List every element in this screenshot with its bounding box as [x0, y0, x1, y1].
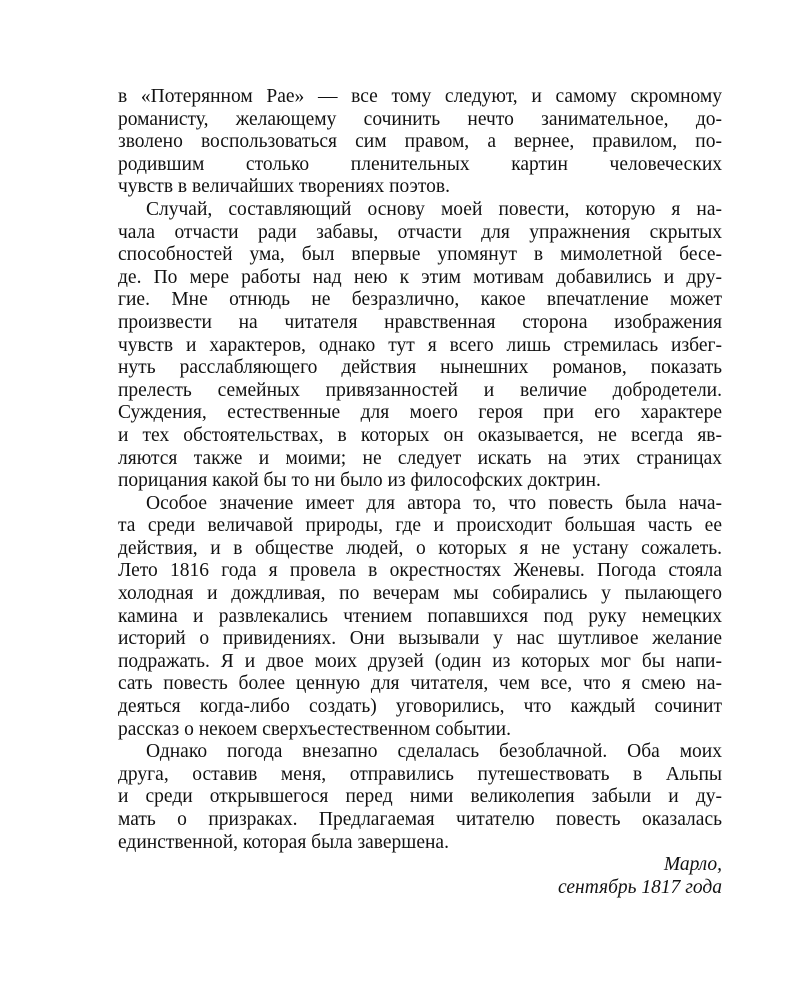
text-line: нуть расслабляющего действия нынешних романов, показать — [118, 357, 722, 379]
text-line: подражать. Я и двое моих друзей (один из которых мог бы напи- — [118, 650, 722, 672]
paragraph-3 — [118, 493, 722, 742]
signature — [118, 854, 722, 899]
text-line: историй о привидениях. Они вызывали у нас шутливое желание — [118, 628, 722, 650]
text-line: и тех обстоятельствах, в которых он оказывается, не всегда яв- — [118, 424, 722, 446]
text-line: порицания какой бы то ни было из философских доктрин. — [118, 470, 601, 492]
text-line: прелесть семейных привязанностей и величие добродетели. — [118, 379, 722, 401]
text-line: мать о призраках. Предлагаемая читателю повесть оказалась — [118, 809, 722, 830]
text-line: чала отчасти ради забавы, отчасти для упражнения скрытых — [118, 221, 722, 243]
text-line: романисту, желающему сочинить нечто занимательное, до- — [118, 108, 722, 130]
text-line: чувств в величайших творениях поэтов. — [118, 176, 450, 198]
paragraph-1 — [118, 86, 722, 199]
text-line: произвести на читателя нравственная сторона изображения — [118, 311, 722, 333]
text-line: единственной, которая была завершена. — [118, 831, 449, 853]
text-line: Однако погода внезапно сделалась безоблачной. Оба моих — [146, 741, 722, 763]
text-line: чувств и характеров, однако тут я всего лишь стремилась избег- — [118, 334, 722, 356]
text-line: и среди открывшегося перед ними великолепия забыли и ду- — [118, 786, 722, 808]
text-line: Суждения, естественные для моего героя при его характере — [118, 402, 722, 424]
paragraph-4 — [118, 741, 722, 854]
signature-date: сентябрь 1817 года — [557, 876, 722, 898]
text-line: деяться когда-либо создать) уговорились, что каждый сочинит — [118, 696, 722, 718]
page-text — [118, 86, 722, 899]
text-line: сать повесть более ценную для читателя, чем все, что я смею на- — [118, 673, 722, 695]
text-line: холодная и дождливая, по вечерам мы собирались у пылающего — [118, 583, 722, 605]
paragraph-2 — [118, 199, 722, 493]
text-line: гие. Мне отнюдь не безразлично, какое впечатление может — [118, 289, 722, 311]
text-line: камина и развлекались чтением попавшихся под руку немецких — [118, 605, 722, 627]
text-line: родившим столько пленительных картин человеческих — [118, 153, 722, 175]
text-line: друга, оставив меня, отправились путешествовать в Альпы — [118, 763, 722, 785]
text-line: де. По мере работы над нею к этим мотивам добавились и дру- — [118, 266, 722, 288]
text-line: способностей ума, был впервые упомянут в мимолетной бесе- — [118, 244, 722, 266]
text-line: та среди величавой природы, где и происходит большая часть ее — [118, 515, 722, 537]
text-line: ляются также и моими; не следует искать на этих страницах — [118, 447, 722, 469]
text-line: зволено воспользоваться сим правом, а вернее, правилом, по- — [118, 131, 722, 153]
text-line: Особое значение имеет для автора то, что повесть была нача- — [146, 492, 722, 514]
signature-place: Марло, — [663, 854, 722, 876]
text-line: рассказ о некоем сверхъестественном событии. — [118, 718, 511, 740]
text-line: Случай, составляющий основу моей повести, которую я на- — [146, 198, 722, 220]
text-line: Лето 1816 года я провела в окрестностях Женевы. Погода стояла — [118, 560, 722, 582]
text-line: действия, и в обществе людей, о которых я не устану сожалеть. — [118, 537, 722, 559]
text-line: в «Потерянном Рае» — все тому следуют, и самому скромному — [118, 86, 722, 107]
